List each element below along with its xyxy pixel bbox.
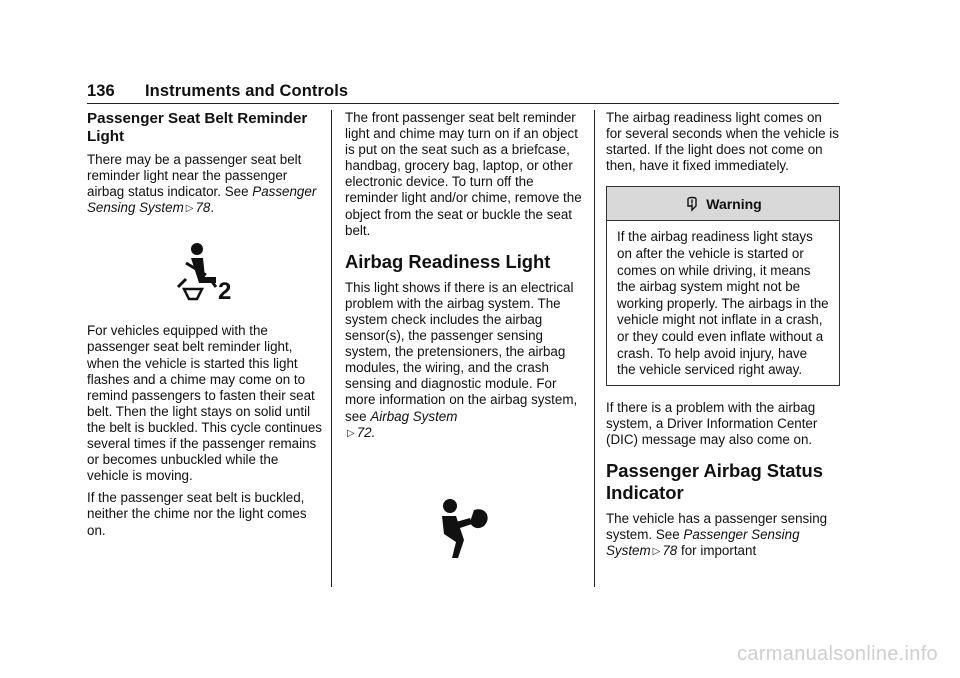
seatbelt-function-paragraph: For vehicles equipped with the passenger seat belt reminder light, when the vehicle is started this light flashes and a chime may come on to remind passengers to fasten their seat belt. Then the light stays on solid until the belt is buckled. This cycle continues several times if the passenger remains or becomes unbuckled while the vehicle is moving. <box>87 323 322 484</box>
airbag-person-icon <box>434 496 496 560</box>
page-number: 136 <box>87 82 115 100</box>
airbag-system-link[interactable]: Airbag System ▷ 72. <box>347 408 458 440</box>
passenger-airbag-status-heading: Passenger Airbag Status Indicator <box>606 460 824 503</box>
object-on-seat-paragraph: The front passenger seat belt reminder light and chime may turn on if an object is put on the seat such as a briefcase, handbag, grocery bag, laptop, or other electronic device. To turn off the reminder light and/or chime, remove the object from the seat or buckle the seat belt. <box>345 110 582 238</box>
seatbelt-person-icon <box>172 241 238 301</box>
passenger-sensing-paragraph: The vehicle has a passenger sensing system. See Passenger Sensing System ▷ 78 for important <box>606 511 828 559</box>
airbag-readiness-heading: Airbag Readiness Light <box>345 250 551 272</box>
readiness-startup-paragraph: The airbag readiness light comes on for several seconds when the vehicle is started. If the light does not come on then, have it fixed immediately. <box>606 110 839 174</box>
header-rule <box>87 103 839 104</box>
page-header <box>87 82 348 101</box>
page-ref-icon: ▷ <box>347 427 355 439</box>
column-2 <box>345 110 585 566</box>
warning-title: Warning <box>706 195 762 212</box>
passenger-seatbelt-reminder-icon <box>87 241 322 301</box>
svg-text:2: 2 <box>217 278 231 302</box>
dic-message-paragraph: If there is a problem with the airbag system, a Driver Information Center (DIC) message may also come on. <box>606 399 818 447</box>
column-1 <box>87 110 322 545</box>
passenger-sensing-link[interactable]: Passenger Sensing System ▷ 78 <box>87 184 317 216</box>
page-ref-icon: ▷ <box>652 546 661 558</box>
airbag-readiness-paragraph: This light shows if there is an electrical problem with the airbag system. The system check includes the airbag sensor(s), the passenger sensing system, the pretensioners, the airbag modules, the wiring, and the crash sensing and diagnostic module. For more information on the airbag system, see Airbag System ▷ 72. <box>345 279 578 440</box>
warning-box <box>606 186 840 385</box>
section-title: Instruments and Controls <box>145 82 349 100</box>
warning-icon <box>684 196 700 212</box>
seatbelt-reminder-heading: Passenger Seat Belt Reminder Light <box>87 110 308 145</box>
warning-body <box>607 221 839 384</box>
watermark: carmanualsonline.info <box>737 643 938 665</box>
column-divider <box>331 110 332 587</box>
passenger-sensing-link[interactable]: Passenger Sensing System ▷ 78 <box>606 527 800 559</box>
column-3 <box>606 110 840 566</box>
warning-text: If the airbag readiness light stays on after the vehicle is started or comes on while driving, it means the airbag system might not be working properly. The airbags in the vehicle might not inflate in a crash, or they could even inflate without a crash. To help avoid injury, have the vehicle serviced right away. <box>617 229 829 378</box>
page-ref-icon: ▷ <box>185 203 194 215</box>
airbag-readiness-icon <box>345 496 585 566</box>
seatbelt-buckled-paragraph: If the passenger seat belt is buckled, neither the chime nor the light comes on. <box>87 490 307 538</box>
seatbelt-intro-paragraph: There may be a passenger seat belt reminder light near the passenger airbag status indicator. See Passenger Sensing System ▷ 78. <box>87 152 317 216</box>
warning-header <box>607 187 839 221</box>
column-divider <box>594 110 595 587</box>
